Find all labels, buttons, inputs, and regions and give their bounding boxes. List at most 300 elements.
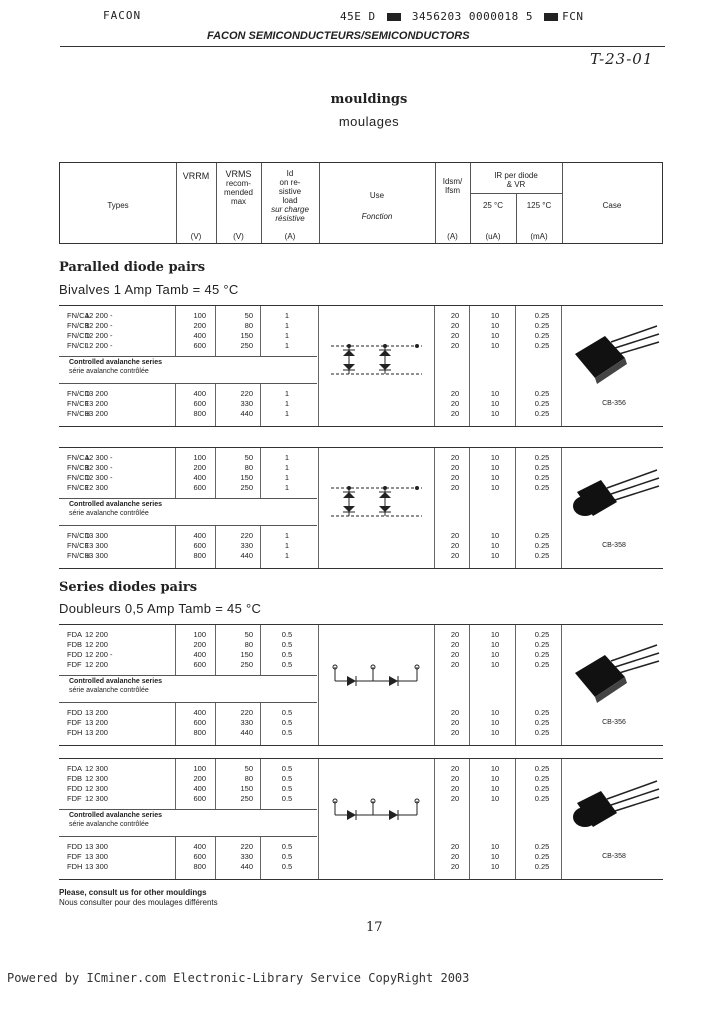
cell-ir25: 10: [490, 774, 500, 783]
header-rule: [60, 46, 665, 47]
circuit-symbol: [329, 340, 424, 385]
cell-type: FDF: [67, 718, 82, 727]
component-package-round: [571, 466, 661, 526]
cell-ir125: 0.25: [534, 483, 550, 492]
cell-id: 0.5: [281, 640, 293, 649]
cell-type: FDD: [67, 708, 83, 717]
cell-vrrm: 400: [193, 842, 206, 851]
cell-type: FN/CD: [67, 331, 90, 340]
cell-code: 13 200: [85, 718, 108, 727]
cell-ir125: 0.25: [534, 463, 550, 472]
cell-vrms: 250: [240, 483, 253, 492]
cell-vrrm: 200: [193, 321, 206, 330]
cell-ir25: 10: [490, 630, 500, 639]
cell-ifsm: 20: [450, 541, 460, 550]
cell-vrrm: 400: [193, 784, 206, 793]
col-use: Use Fonction: [361, 191, 393, 221]
cell-id: 1: [284, 409, 290, 418]
cell-type: FN/CH: [67, 551, 90, 560]
document-code: [340, 10, 583, 23]
cell-id: 0.5: [281, 852, 293, 861]
cell-ir25: 10: [490, 311, 500, 320]
table-row: [59, 853, 663, 862]
col-ir: IR per diode & VR: [494, 171, 538, 189]
cell-ir125: 0.25: [534, 862, 550, 871]
cell-vrms: 330: [240, 399, 253, 408]
cell-ifsm: 20: [450, 453, 460, 462]
footnote-en: Please, consult us for other mouldings: [59, 888, 207, 897]
col-case: Case: [602, 201, 622, 210]
cell-id: 1: [284, 531, 290, 540]
cell-vrrm: 100: [193, 311, 206, 320]
cell-ir25: 10: [490, 341, 500, 350]
cell-ir25: 10: [490, 862, 500, 871]
cell-ir25: 10: [490, 842, 500, 851]
cell-ir25: 10: [490, 473, 500, 482]
cell-code: 13 300: [85, 852, 108, 861]
cell-ifsm: 20: [450, 852, 460, 861]
cell-ir125: 0.25: [534, 784, 550, 793]
cell-ifsm: 20: [450, 399, 460, 408]
series-diode-symbol: [329, 659, 424, 699]
table-row: [59, 390, 663, 399]
cell-vrms: 250: [240, 660, 253, 669]
cell-ir25: 10: [490, 660, 500, 669]
table-row: [59, 729, 663, 738]
cell-ifsm: 20: [450, 708, 460, 717]
cell-ir125: 0.25: [534, 774, 550, 783]
cell-ir25: 10: [490, 794, 500, 803]
table-row: [59, 400, 663, 409]
avalanche-series-label: [59, 498, 317, 526]
cell-code: 13 300: [85, 551, 108, 560]
package-drawing: [571, 777, 661, 842]
component-package-flat: [571, 643, 661, 703]
col-types: Types: [107, 201, 129, 210]
cell-vrrm: 600: [193, 718, 206, 727]
cell-ir125: 0.25: [534, 341, 550, 350]
cell-id: 1: [284, 463, 290, 472]
package-drawing: [571, 643, 661, 708]
cell-ifsm: 20: [450, 531, 460, 540]
cell-vrrm: 600: [193, 794, 206, 803]
cell-id: 0.5: [281, 794, 293, 803]
cell-type: FDD: [67, 650, 83, 659]
cell-ir125: 0.25: [534, 640, 550, 649]
cell-vrms: 80: [244, 463, 253, 472]
cell-code: 12 300: [85, 774, 108, 783]
table-row: [59, 843, 663, 852]
cell-ir25: 10: [490, 551, 500, 560]
cell-ifsm: 20: [450, 630, 460, 639]
col-ifsm: Idsm/ Ifsm (A): [442, 177, 463, 241]
cell-vrrm: 200: [193, 463, 206, 472]
cell-vrrm: 200: [193, 774, 206, 783]
cell-type: FDB: [67, 774, 82, 783]
cell-code: 12 200: [85, 630, 108, 639]
cell-type: FN/CI: [67, 341, 87, 350]
cell-vrrm: 600: [193, 660, 206, 669]
cell-ir125: 0.25: [534, 660, 550, 669]
cell-ir25: 10: [490, 453, 500, 462]
cell-ir25: 10: [490, 764, 500, 773]
product-block: [59, 758, 663, 880]
avalanche-series-label: [59, 809, 317, 837]
library-footer: Powered by ICminer.com Electronic-Library Service CopyRight 2003: [7, 971, 470, 985]
cell-ir25: 10: [490, 399, 500, 408]
cell-ir25: 10: [490, 409, 500, 418]
cell-vrms: 220: [240, 708, 253, 717]
circuit-symbol: [329, 482, 424, 527]
cell-id: 0.5: [281, 718, 293, 727]
cell-ir125: 0.25: [534, 409, 550, 418]
cell-ifsm: 20: [450, 774, 460, 783]
cell-code: 12 300 -: [85, 453, 113, 462]
cell-ir25: 10: [490, 718, 500, 727]
cell-ir125: 0.25: [534, 842, 550, 851]
cell-id: 0.5: [281, 630, 293, 639]
cell-id: 0.5: [281, 774, 293, 783]
table-row: [59, 719, 663, 728]
parallel-diode-symbol: [329, 340, 424, 380]
cell-id: 1: [284, 311, 290, 320]
section-subtitle-parallel: Bivalves 1 Amp Tamb = 45 °C: [59, 282, 239, 297]
cell-ir25: 10: [490, 321, 500, 330]
cell-vrrm: 600: [193, 341, 206, 350]
table-row: [59, 631, 663, 640]
cell-type: FN/CD: [67, 531, 90, 540]
cell-vrms: 150: [240, 650, 253, 659]
cell-id: 0.5: [281, 862, 293, 871]
cell-type: FDD: [67, 784, 83, 793]
cell-vrms: 440: [240, 409, 253, 418]
product-block: [59, 447, 663, 569]
cell-vrrm: 400: [193, 531, 206, 540]
cell-type: FDF: [67, 660, 82, 669]
cell-vrrm: 200: [193, 640, 206, 649]
cell-code: 12 200 -: [85, 311, 113, 320]
parallel-diode-symbol: [329, 482, 424, 522]
avalanche-series-label: [59, 356, 317, 384]
section-subtitle-series: Doubleurs 0,5 Amp Tamb = 45 °C: [59, 601, 262, 616]
cell-id: 0.5: [281, 708, 293, 717]
cell-ir25: 10: [490, 331, 500, 340]
cell-ir125: 0.25: [534, 331, 550, 340]
company-banner: FACON SEMICONDUCTEURS/SEMICONDUCTORS: [207, 30, 470, 42]
cell-id: 1: [284, 453, 290, 462]
cell-type: FN/CD: [67, 473, 90, 482]
cell-id: 1: [284, 541, 290, 550]
cell-vrms: 330: [240, 852, 253, 861]
cell-code: 13 200: [85, 399, 108, 408]
cell-ir125: 0.25: [534, 650, 550, 659]
handwritten-reference: T-23-01: [590, 50, 654, 68]
cell-vrrm: 400: [193, 708, 206, 717]
cell-ir125: 0.25: [534, 728, 550, 737]
cell-code: 12 300: [85, 784, 108, 793]
cell-type: FDA: [67, 764, 82, 773]
cell-code: 12 200 -: [85, 321, 113, 330]
table-row: [59, 863, 663, 872]
cell-vrms: 220: [240, 531, 253, 540]
cell-ifsm: 20: [450, 650, 460, 659]
circuit-symbol: [329, 793, 424, 838]
col-vrms: VRMS recom- mended max (V): [224, 169, 253, 241]
cell-vrms: 220: [240, 389, 253, 398]
cell-vrrm: 600: [193, 483, 206, 492]
footnote: [59, 888, 218, 908]
cell-code: 13 200: [85, 728, 108, 737]
cell-code: 12 200: [85, 640, 108, 649]
cell-ifsm: 20: [450, 728, 460, 737]
cell-vrrm: 800: [193, 862, 206, 871]
cell-ifsm: 20: [450, 331, 460, 340]
cell-ifsm: 20: [450, 862, 460, 871]
cell-code: 13 300: [85, 541, 108, 550]
cell-type: FN/CF: [67, 483, 90, 492]
case-label: CB-356: [602, 719, 626, 726]
package-drawing: [571, 324, 661, 389]
cell-vrrm: 800: [193, 551, 206, 560]
avalanche-fr: série avalanche contrôlée: [69, 821, 149, 828]
component-package-round: [571, 777, 661, 837]
cell-ir125: 0.25: [534, 764, 550, 773]
cell-vrrm: 100: [193, 630, 206, 639]
page-subtitle: moulages: [338, 114, 400, 129]
cell-ir25: 10: [490, 708, 500, 717]
code-digits: 3456203 0000018 5: [411, 10, 533, 23]
cell-id: 1: [284, 483, 290, 492]
cell-code: 12 300: [85, 764, 108, 773]
cell-type: FDF: [67, 794, 82, 803]
avalanche-en: Controlled avalanche series: [69, 812, 162, 819]
cell-ifsm: 20: [450, 473, 460, 482]
cell-ir125: 0.25: [534, 321, 550, 330]
cell-id: 1: [284, 389, 290, 398]
cell-ir125: 0.25: [534, 708, 550, 717]
cell-ir25: 10: [490, 463, 500, 472]
cell-type: FN/CD: [67, 389, 90, 398]
cell-ir25: 10: [490, 852, 500, 861]
cell-ifsm: 20: [450, 718, 460, 727]
page-number: 17: [366, 920, 383, 935]
cell-ifsm: 20: [450, 794, 460, 803]
cell-id: 0.5: [281, 764, 293, 773]
cell-vrrm: 800: [193, 409, 206, 418]
cell-code: 12 300: [85, 794, 108, 803]
table-row: [59, 454, 663, 463]
cell-ir125: 0.25: [534, 453, 550, 462]
cell-ifsm: 20: [450, 341, 460, 350]
cell-ir125: 0.25: [534, 794, 550, 803]
cell-vrrm: 400: [193, 473, 206, 482]
cell-vrms: 440: [240, 551, 253, 560]
cell-type: FDA: [67, 630, 82, 639]
cell-ir125: 0.25: [534, 531, 550, 540]
barcode-mark: [544, 13, 558, 21]
cell-id: 0.5: [281, 784, 293, 793]
cell-vrms: 150: [240, 784, 253, 793]
cell-ir125: 0.25: [534, 473, 550, 482]
cell-id: 1: [284, 341, 290, 350]
cell-type: FDF: [67, 852, 82, 861]
cell-code: 13 300: [85, 842, 108, 851]
section-title-parallel: Paralled diode pairs: [59, 260, 206, 275]
cell-code: 12 200 -: [85, 331, 113, 340]
cell-vrms: 250: [240, 341, 253, 350]
code-suffix: FCN: [562, 10, 584, 23]
cell-code: 13 300: [85, 862, 108, 871]
cell-ir125: 0.25: [534, 852, 550, 861]
cell-vrrm: 800: [193, 728, 206, 737]
cell-code: 12 300: [85, 483, 108, 492]
cell-code: 12 300 -: [85, 473, 113, 482]
cell-ifsm: 20: [450, 842, 460, 851]
cell-ifsm: 20: [450, 463, 460, 472]
cell-ifsm: 20: [450, 764, 460, 773]
cell-type: FN/CB: [67, 321, 90, 330]
cell-vrrm: 600: [193, 399, 206, 408]
cell-ifsm: 20: [450, 660, 460, 669]
avalanche-fr: série avalanche contrôlée: [69, 510, 149, 517]
cell-code: 13 200: [85, 409, 108, 418]
cell-ir125: 0.25: [534, 399, 550, 408]
cell-type: FDD: [67, 842, 83, 851]
cell-code: 12 200 -: [85, 650, 113, 659]
page-title: mouldings: [330, 92, 408, 107]
package-drawing: [571, 466, 661, 531]
cell-vrrm: 400: [193, 389, 206, 398]
cell-ir125: 0.25: [534, 311, 550, 320]
cell-vrms: 440: [240, 728, 253, 737]
cell-id: 0.5: [281, 660, 293, 669]
cell-code: 12 200: [85, 660, 108, 669]
cell-vrrm: 400: [193, 331, 206, 340]
cell-ifsm: 20: [450, 784, 460, 793]
cell-ifsm: 20: [450, 483, 460, 492]
cell-id: 1: [284, 473, 290, 482]
code-prefix: 45E D: [340, 10, 376, 23]
cell-ir25: 10: [490, 541, 500, 550]
cell-code: 13 200: [85, 389, 108, 398]
cell-vrrm: 100: [193, 453, 206, 462]
cell-type: FN/CF: [67, 399, 90, 408]
table-row: [59, 312, 663, 321]
avalanche-series-label: [59, 675, 317, 703]
cell-type: FN/CA: [67, 453, 90, 462]
component-package-flat: [571, 324, 661, 384]
cell-id: 1: [284, 551, 290, 560]
cell-ir125: 0.25: [534, 541, 550, 550]
cell-vrms: 50: [244, 311, 253, 320]
cell-code: 13 300: [85, 531, 108, 540]
cell-type: FN/CH: [67, 409, 90, 418]
avalanche-en: Controlled avalanche series: [69, 359, 162, 366]
cell-ifsm: 20: [450, 389, 460, 398]
col-ir-125: 125 °C (mA): [526, 201, 552, 241]
cell-vrms: 440: [240, 862, 253, 871]
case-label: CB-356: [602, 400, 626, 407]
cell-id: 1: [284, 321, 290, 330]
cell-ifsm: 20: [450, 311, 460, 320]
cell-ir125: 0.25: [534, 551, 550, 560]
col-ir-25: 25 °C (uA): [482, 201, 504, 241]
cell-id: 1: [284, 331, 290, 340]
cell-ifsm: 20: [450, 321, 460, 330]
cell-ifsm: 20: [450, 640, 460, 649]
product-block: [59, 624, 663, 746]
cell-ifsm: 20: [450, 551, 460, 560]
avalanche-en: Controlled avalanche series: [69, 501, 162, 508]
cell-vrrm: 100: [193, 764, 206, 773]
table-row: [59, 709, 663, 718]
case-label: CB-358: [602, 853, 626, 860]
cell-ifsm: 20: [450, 409, 460, 418]
cell-vrms: 330: [240, 541, 253, 550]
cell-vrms: 80: [244, 321, 253, 330]
cell-vrrm: 600: [193, 541, 206, 550]
avalanche-fr: série avalanche contrôlée: [69, 687, 149, 694]
cell-id: 0.5: [281, 842, 293, 851]
cell-vrms: 50: [244, 764, 253, 773]
table-row: [59, 410, 663, 419]
cell-ir25: 10: [490, 531, 500, 540]
cell-ir25: 10: [490, 640, 500, 649]
cell-vrms: 150: [240, 331, 253, 340]
table-row: [59, 552, 663, 561]
product-block: [59, 305, 663, 427]
cell-id: 0.5: [281, 650, 293, 659]
cell-type: FDB: [67, 640, 82, 649]
cell-ir25: 10: [490, 650, 500, 659]
cell-vrms: 50: [244, 630, 253, 639]
cell-type: FN/CB: [67, 463, 90, 472]
series-diode-symbol: [329, 793, 424, 833]
cell-ir125: 0.25: [534, 630, 550, 639]
section-title-series: Series diodes pairs: [59, 580, 198, 595]
cell-vrms: 250: [240, 794, 253, 803]
col-vrrm: VRRM (V): [182, 171, 210, 241]
cell-vrms: 80: [244, 640, 253, 649]
brand-label: FACON: [103, 9, 142, 22]
cell-code: 12 300 -: [85, 463, 113, 472]
case-label: CB-358: [602, 542, 626, 549]
table-row: [59, 542, 663, 551]
cell-vrms: 330: [240, 718, 253, 727]
cell-vrrm: 600: [193, 852, 206, 861]
cell-code: 13 200: [85, 708, 108, 717]
cell-vrrm: 400: [193, 650, 206, 659]
cell-vrms: 80: [244, 774, 253, 783]
cell-code: 12 200 -: [85, 341, 113, 350]
cell-type: FDH: [67, 728, 83, 737]
cell-ir25: 10: [490, 389, 500, 398]
cell-id: 1: [284, 399, 290, 408]
cell-type: FN/CF: [67, 541, 90, 550]
cell-vrms: 50: [244, 453, 253, 462]
cell-ir125: 0.25: [534, 718, 550, 727]
table-row: [59, 532, 663, 541]
table-row: [59, 765, 663, 774]
avalanche-fr: série avalanche contrôlée: [69, 368, 149, 375]
cell-ir25: 10: [490, 784, 500, 793]
cell-ir25: 10: [490, 483, 500, 492]
barcode-mark: [387, 13, 401, 21]
cell-type: FN/CA: [67, 311, 90, 320]
cell-ir125: 0.25: [534, 389, 550, 398]
footnote-fr: Nous consulter pour des moulages différents: [59, 898, 218, 907]
column-header-table: [59, 162, 663, 244]
